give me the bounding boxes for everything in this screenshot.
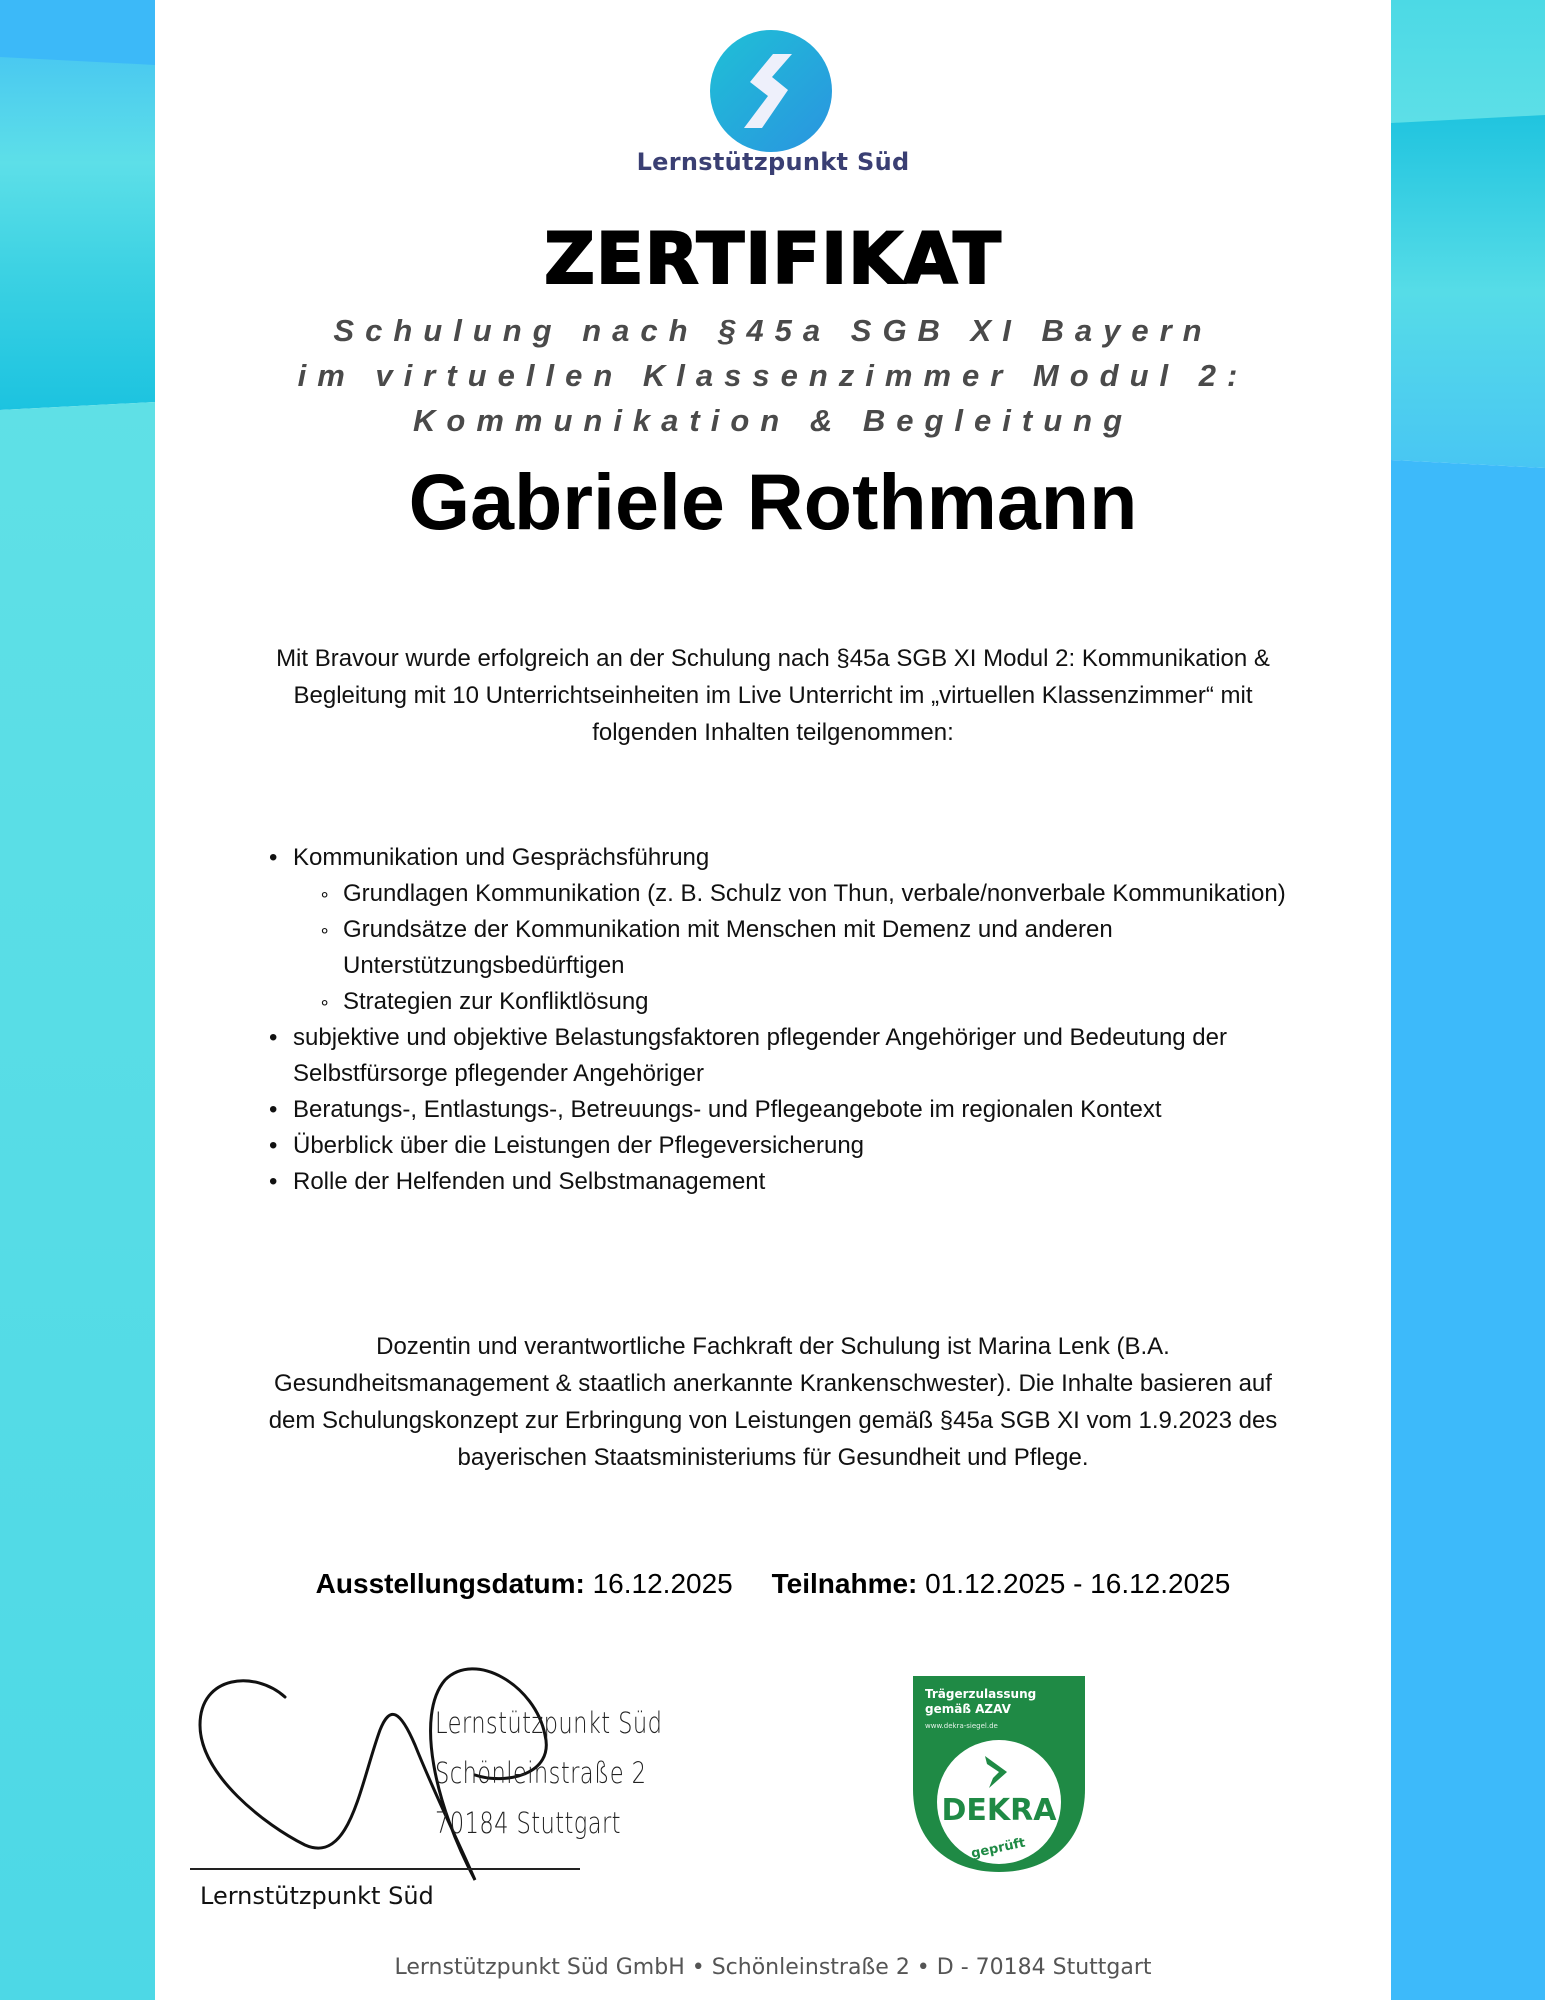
seal-line1: Trägerzulassung (925, 1687, 1037, 1701)
closing-line: Gesundheitsmanagement & staatlich anerkannte Krankenschwester). Die Inhalte basieren auf (274, 1370, 1272, 1397)
bullet-icon: • (269, 844, 278, 871)
intro-line: folgenden Inhalten teilgenommen: (592, 719, 954, 746)
certificate-title: ZERTIFIKAT (544, 218, 1002, 300)
address-stamp (435, 1698, 662, 1848)
signature-label: Lernstützpunkt Süd (200, 1882, 434, 1910)
intro-paragraph (185, 640, 1361, 751)
seal-line2: gemäß AZAV (925, 1702, 1011, 1716)
lernstuetzpunkt-logo-icon (710, 30, 832, 152)
seal-url: www.dekra-siegel.de (925, 1722, 998, 1730)
recipient-name: Gabriele Rothmann (408, 457, 1138, 546)
subtitle-line: Kommunikation & Begleitung (413, 403, 1133, 438)
intro-line: Mit Bravour wurde erfolgreich an der Schulung nach §45a SGB XI Modul 2: Kommunikation & (276, 645, 1270, 672)
issue-date-label: Ausstellungsdatum: (315, 1568, 585, 1599)
bullet-icon: • (269, 1096, 278, 1123)
bullet-icon: • (269, 1132, 278, 1159)
list-item-text: Rolle der Helfenden und Selbstmanagement (293, 1168, 766, 1195)
signature-line (190, 1868, 580, 1870)
sub-list-item-text: Grundsätze der Kommunikation mit Menschen mit Demenz und anderen Unterstützungsbedürftigen (343, 916, 1113, 979)
dates-row (155, 1568, 1391, 1600)
sub-list-item (263, 912, 1343, 984)
subtitle-line: im virtuellen Klassenzimmer Modul 2: (297, 358, 1249, 393)
intro-line: Begleitung mit 10 Unterrichtseinheiten im Live Unterricht im „virtuellen Klassenzimmer“ mit (293, 682, 1253, 709)
sub-bullet-icon: ∘ (319, 992, 331, 1012)
list-item (263, 1092, 1343, 1128)
closing-line: Dozentin und verantwortliche Fachkraft der Schulung ist Marina Lenk (B.A. (376, 1333, 1170, 1360)
seal-brand: DEKRA (941, 1793, 1057, 1828)
sub-bullet-icon: ∘ (319, 884, 331, 904)
closing-line: bayerischen Staatsministeriums für Gesundheit und Pflege. (457, 1444, 1089, 1471)
list-item-text: subjektive und objektive Belastungsfaktoren pflegender Angehöriger und Bedeutung der Selbstfürsorge pflegender Angehöriger (293, 1024, 1227, 1087)
certificate-page (155, 0, 1391, 2000)
stamp-line: Lernstützpunkt Süd (435, 1706, 663, 1740)
list-item-text: Beratungs-, Entlastungs-, Betreuungs- und Pflegeangebote im regionalen Kontext (293, 1096, 1162, 1123)
list-item-text: Überblick über die Leistungen der Pflegeversicherung (293, 1132, 865, 1159)
stamp-line: 70184 Stuttgart (435, 1806, 621, 1840)
list-item (263, 1020, 1343, 1092)
closing-line: dem Schulungskonzept zur Erbringung von Leistungen gemäß §45a SGB XI vom 1.9.2023 des (268, 1407, 1278, 1434)
sub-list-item (263, 876, 1343, 912)
sub-list-item-text: Grundlagen Kommunikation (z. B. Schulz von Thun, verbale/nonverbale Kommunikation) (343, 880, 1286, 907)
issue-date: 16.12.2025 (592, 1568, 733, 1599)
bullet-icon: • (269, 1168, 278, 1195)
list-item (263, 1128, 1343, 1164)
seal-tag: geprüft (969, 1835, 1027, 1862)
list-item (263, 840, 1343, 876)
closing-paragraph (155, 1328, 1391, 1476)
participation-label: Teilnahme: (771, 1568, 918, 1599)
sub-list-item-text: Strategien zur Konfliktlösung (343, 988, 649, 1015)
list-item (263, 1164, 1343, 1200)
contents-list (263, 840, 1343, 1200)
subtitle-line: Schulung nach §45a SGB XI Bayern (333, 313, 1213, 348)
course-subtitle (155, 308, 1391, 443)
dekra-seal-icon (907, 1674, 1091, 1874)
bullet-icon: • (269, 1024, 278, 1051)
list-item-text: Kommunikation und Gesprächsführung (293, 844, 710, 871)
sub-bullet-icon: ∘ (319, 920, 331, 940)
participation-range: 01.12.2025 - 16.12.2025 (925, 1568, 1231, 1599)
right-decorative-panel (1391, 0, 1545, 2000)
brand-name: Lernstützpunkt Süd (636, 148, 910, 176)
stamp-line: Schönleinstraße 2 (435, 1756, 647, 1790)
footer-address: Lernstützpunkt Süd GmbH • Schönleinstraße 2 • D - 70184 Stuttgart (394, 1955, 1152, 1980)
sub-list-item (263, 984, 1343, 1020)
left-decorative-panel (0, 0, 155, 2000)
